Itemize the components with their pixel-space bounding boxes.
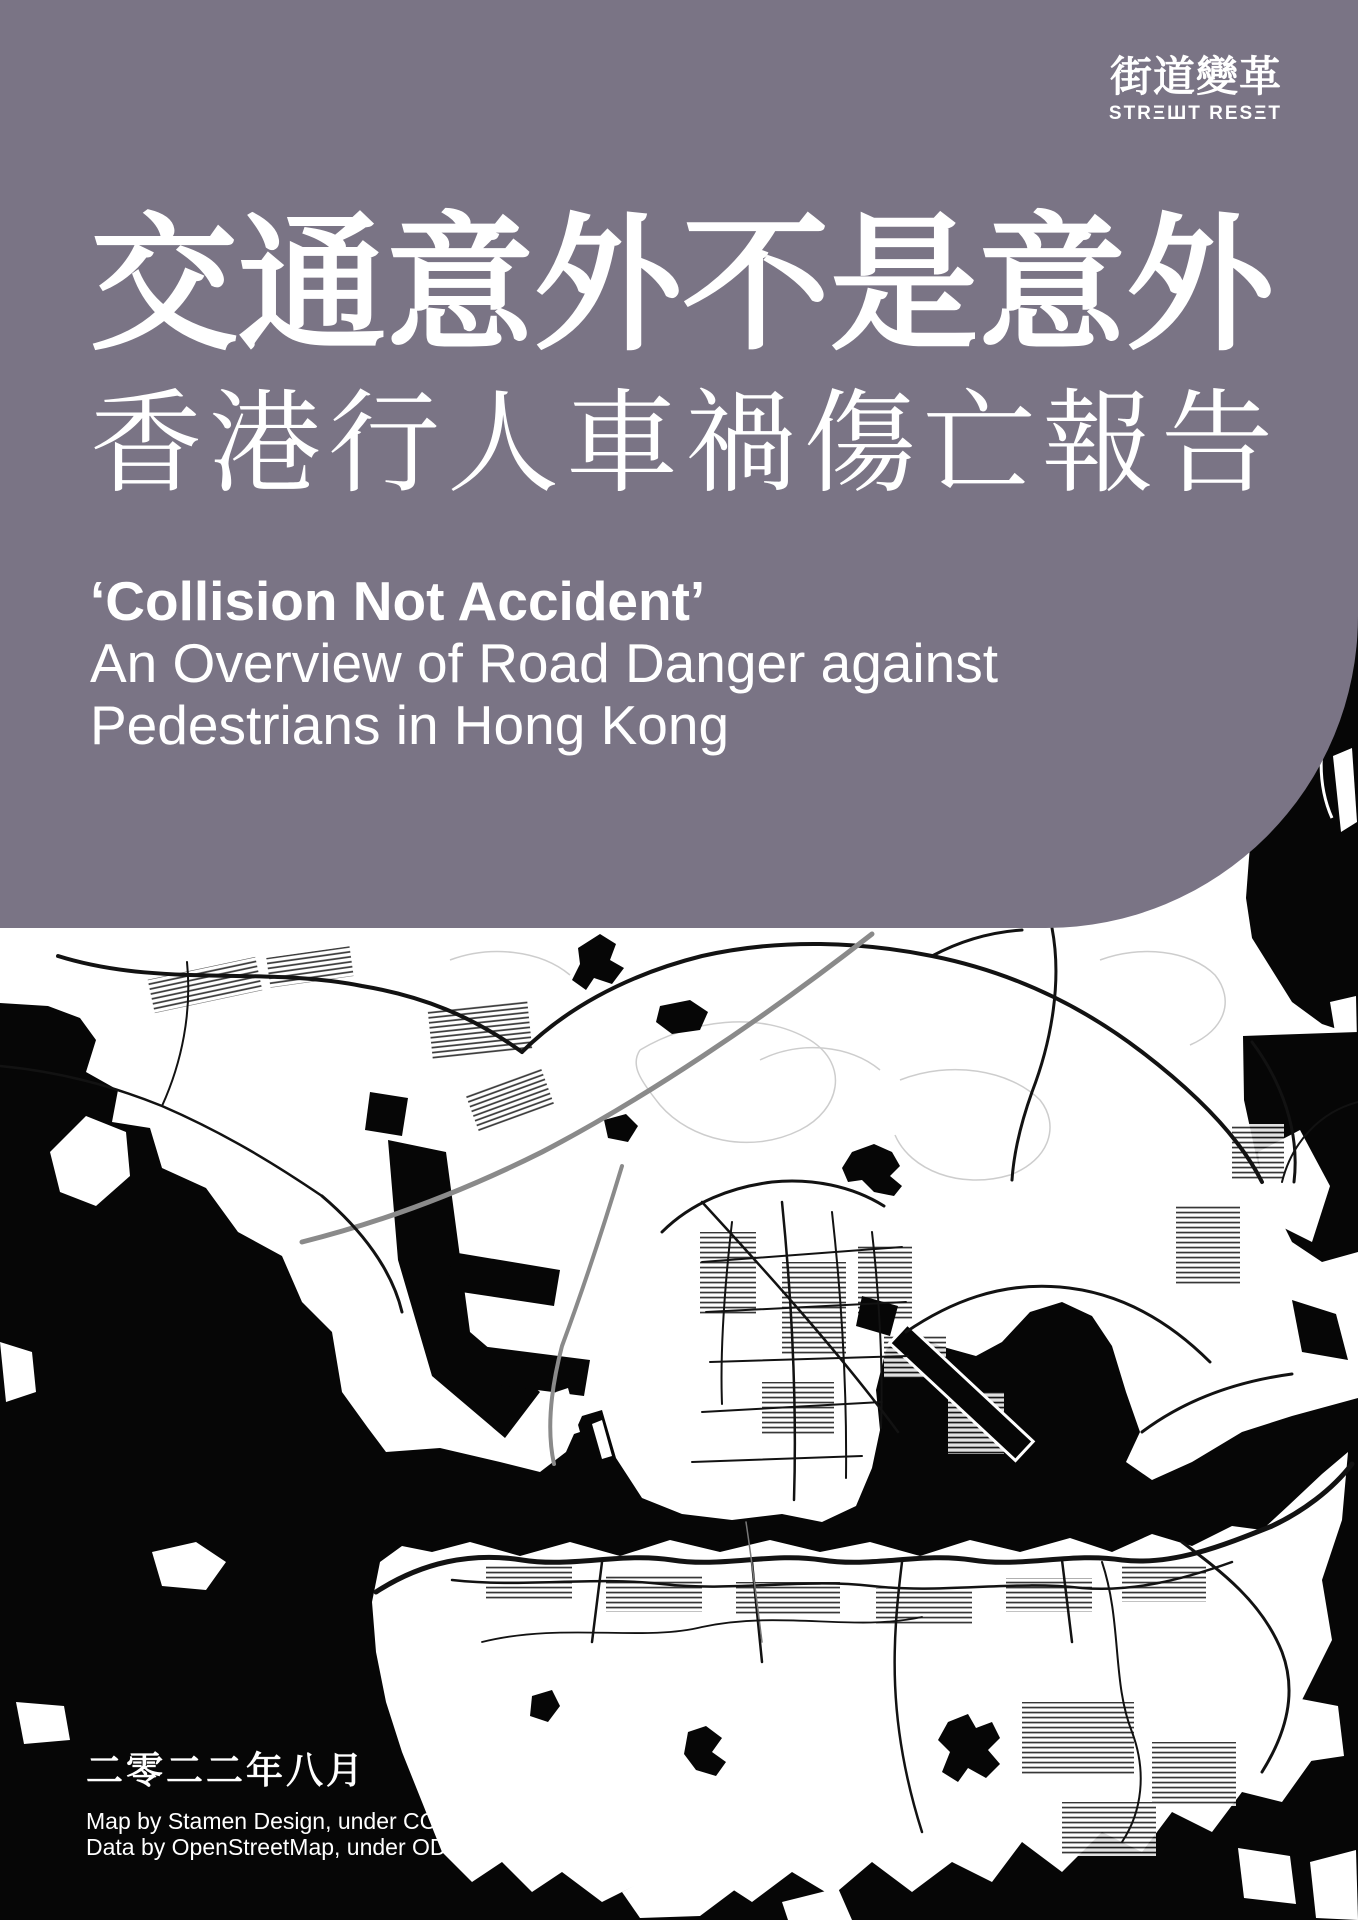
attribution-line1: Map by Stamen Design, under CC BY 3.0.	[86, 1808, 518, 1834]
street-reset-logo	[1109, 54, 1282, 125]
map-attribution	[86, 1808, 518, 1860]
subtitle-line3: Pedestrians in Hong Kong	[90, 694, 730, 756]
attribution-line2: Data by OpenStreetMap, under ODbL.	[86, 1834, 479, 1860]
title-chinese-main: 交通意外不是意外	[90, 203, 1274, 368]
logo-cjk-text: 街道變革	[1109, 53, 1282, 100]
cover-footer	[86, 1740, 518, 1860]
cover-header	[0, 0, 1358, 928]
title-chinese-sub: 香港行人車禍傷亡報告	[90, 381, 1280, 506]
publication-date: 二零二二年八月	[86, 1750, 366, 1791]
subtitle-line1: ‘Collision Not Accident’	[90, 570, 706, 632]
subtitle-line2: An Overview of Road Danger against	[90, 632, 998, 694]
subtitle-english	[90, 570, 998, 756]
logo-latin-text: STRΞШT RESΞT	[1108, 103, 1282, 125]
